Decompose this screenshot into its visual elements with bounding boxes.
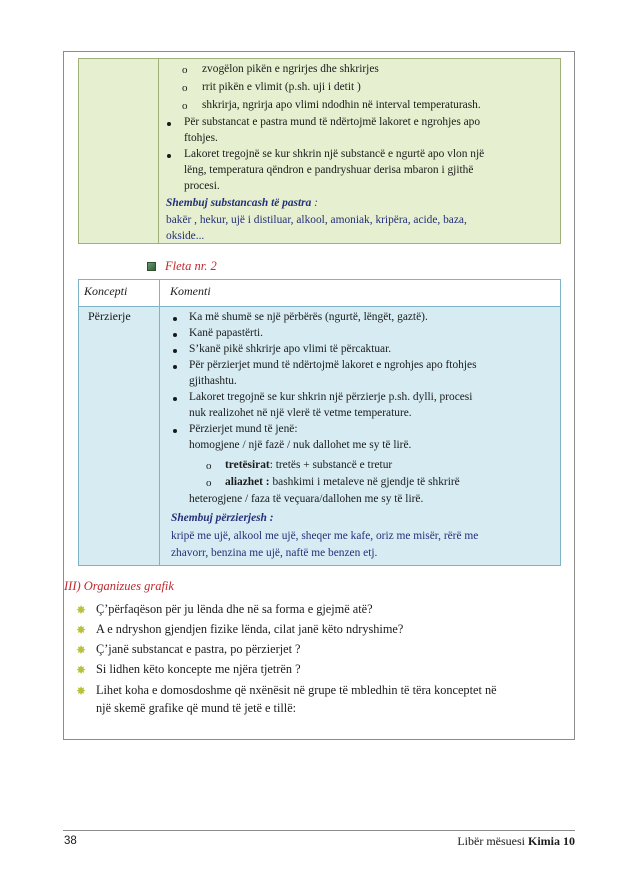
question: A e ndryshon gjendjen fizike lënda, cilat janë këto ndryshime? [96, 622, 404, 636]
bullet-text: Për substancat e pastra mund të ndërtojmë lakoret e ngrohjes apo [184, 116, 481, 128]
question: Si lidhen këto koncepte me njëra tjetrën ? [96, 662, 301, 676]
book-title: Libër mësuesi Kimia 10 [457, 834, 575, 848]
question: Lihet koha e domosdoshme që nxënësit në grupe të mbledhin të tëra konceptet në [96, 683, 497, 697]
bullet-text: procesi. [184, 180, 220, 192]
example-text: kripë me ujë, alkool me ujë, sheqer me kafe, oriz me misër, rërë me [171, 530, 479, 542]
bullet-text: gjithashtu. [189, 375, 237, 387]
bullet-icon [173, 349, 177, 353]
question: Ç’janë substancat e pastra, po përzierjet ? [96, 642, 301, 656]
header-concept: Koncepti [84, 284, 128, 298]
concept-cell-empty [79, 59, 159, 243]
star-bullet-icon: ✸ [76, 684, 87, 698]
star-bullet-icon: ✸ [76, 603, 87, 617]
column-divider [159, 280, 160, 565]
example-heading: Shembuj përzierjesh : [171, 512, 274, 524]
sub-item: aliazhet : bashkimi i metaleve në gjendje të shkrirë [225, 476, 460, 488]
bullet-icon [173, 397, 177, 401]
bullet-text: Përzierjet mund të jenë: [189, 423, 298, 435]
question: një skemë grafike që mund të jetë e tillë: [96, 701, 297, 715]
bullet-text: Për përzierjet mund të ndërtojmë lakoret e ngrohjes apo ftohjes [189, 359, 477, 371]
book-icon [147, 262, 156, 271]
bullet-icon [167, 122, 171, 126]
bullet-text: heterogjene / faza të veçuara/dallohen me sy të lirë. [189, 493, 424, 505]
bullet-text: ftohjes. [184, 132, 218, 144]
example-text: bakër , hekur, ujë i distiluar, alkool, amoniak, kripëra, acide, baza, [166, 214, 467, 226]
sub-item: shkrirja, ngrirja apo vlimi ndodhin në interval temperaturash. [202, 99, 481, 111]
concept-cell: Përzierje [88, 309, 131, 323]
example-text: zhavorr, benzina me ujë, naftë me benzen etj. [171, 547, 378, 559]
bullet-text: homogjene / një fazë / nuk dallohet me sy të lirë. [189, 439, 412, 451]
footer-rule [63, 830, 575, 831]
circle-bullet-icon: o [206, 460, 212, 472]
star-bullet-icon: ✸ [76, 643, 87, 657]
circle-bullet-icon: o [182, 100, 188, 112]
bullet-text: Lakoret tregojnë se kur shkrin një përzierje p.sh. dylli, procesi [189, 391, 473, 403]
section-title: III) Organizues grafik [64, 579, 174, 593]
fleta-label: Fleta nr. 2 [165, 259, 217, 273]
bullet-text: S’kanë pikë shkrirje apo vlimi të përcaktuar. [189, 343, 392, 355]
page-number: 38 [64, 835, 77, 847]
sub-item: zvogëlon pikën e ngrirjes dhe shkrirjes [202, 63, 379, 75]
star-bullet-icon: ✸ [76, 663, 87, 677]
bullet-text: nuk realizohet në një vlerë të vetme temperature. [189, 407, 412, 419]
bullet-icon [173, 317, 177, 321]
question: Ç’përfaqëson për ju lënda dhe në sa forma e gjejmë atë? [96, 602, 373, 616]
bullet-text: Ka më shumë se një përbërës (ngurtë, lëngët, gaztë). [189, 311, 428, 323]
bullet-text: Lakoret tregojnë se kur shkrin një substancë e ngurtë apo vlon një [184, 148, 485, 160]
example-text: okside... [166, 230, 205, 242]
circle-bullet-icon: o [206, 477, 212, 489]
star-bullet-icon: ✸ [76, 623, 87, 637]
bullet-icon [173, 333, 177, 337]
sub-item: tretësirat: tretës + substancë e tretur [225, 459, 393, 471]
table-header [79, 280, 560, 307]
circle-bullet-icon: o [182, 82, 188, 94]
example-heading: Shembuj substancash të pastra : [166, 197, 318, 209]
bullet-icon [167, 154, 171, 158]
sub-item: rrit pikën e vlimit (p.sh. uji i detit ) [202, 81, 361, 93]
bullet-icon [173, 429, 177, 433]
bullet-text: Kanë papastërti. [189, 327, 264, 339]
bullet-text: lëng, temperatura qëndron e pandryshuar derisa mbaron i gjithë [184, 164, 474, 176]
bullet-icon [173, 365, 177, 369]
circle-bullet-icon: o [182, 64, 188, 76]
header-comment: Komenti [170, 284, 211, 298]
